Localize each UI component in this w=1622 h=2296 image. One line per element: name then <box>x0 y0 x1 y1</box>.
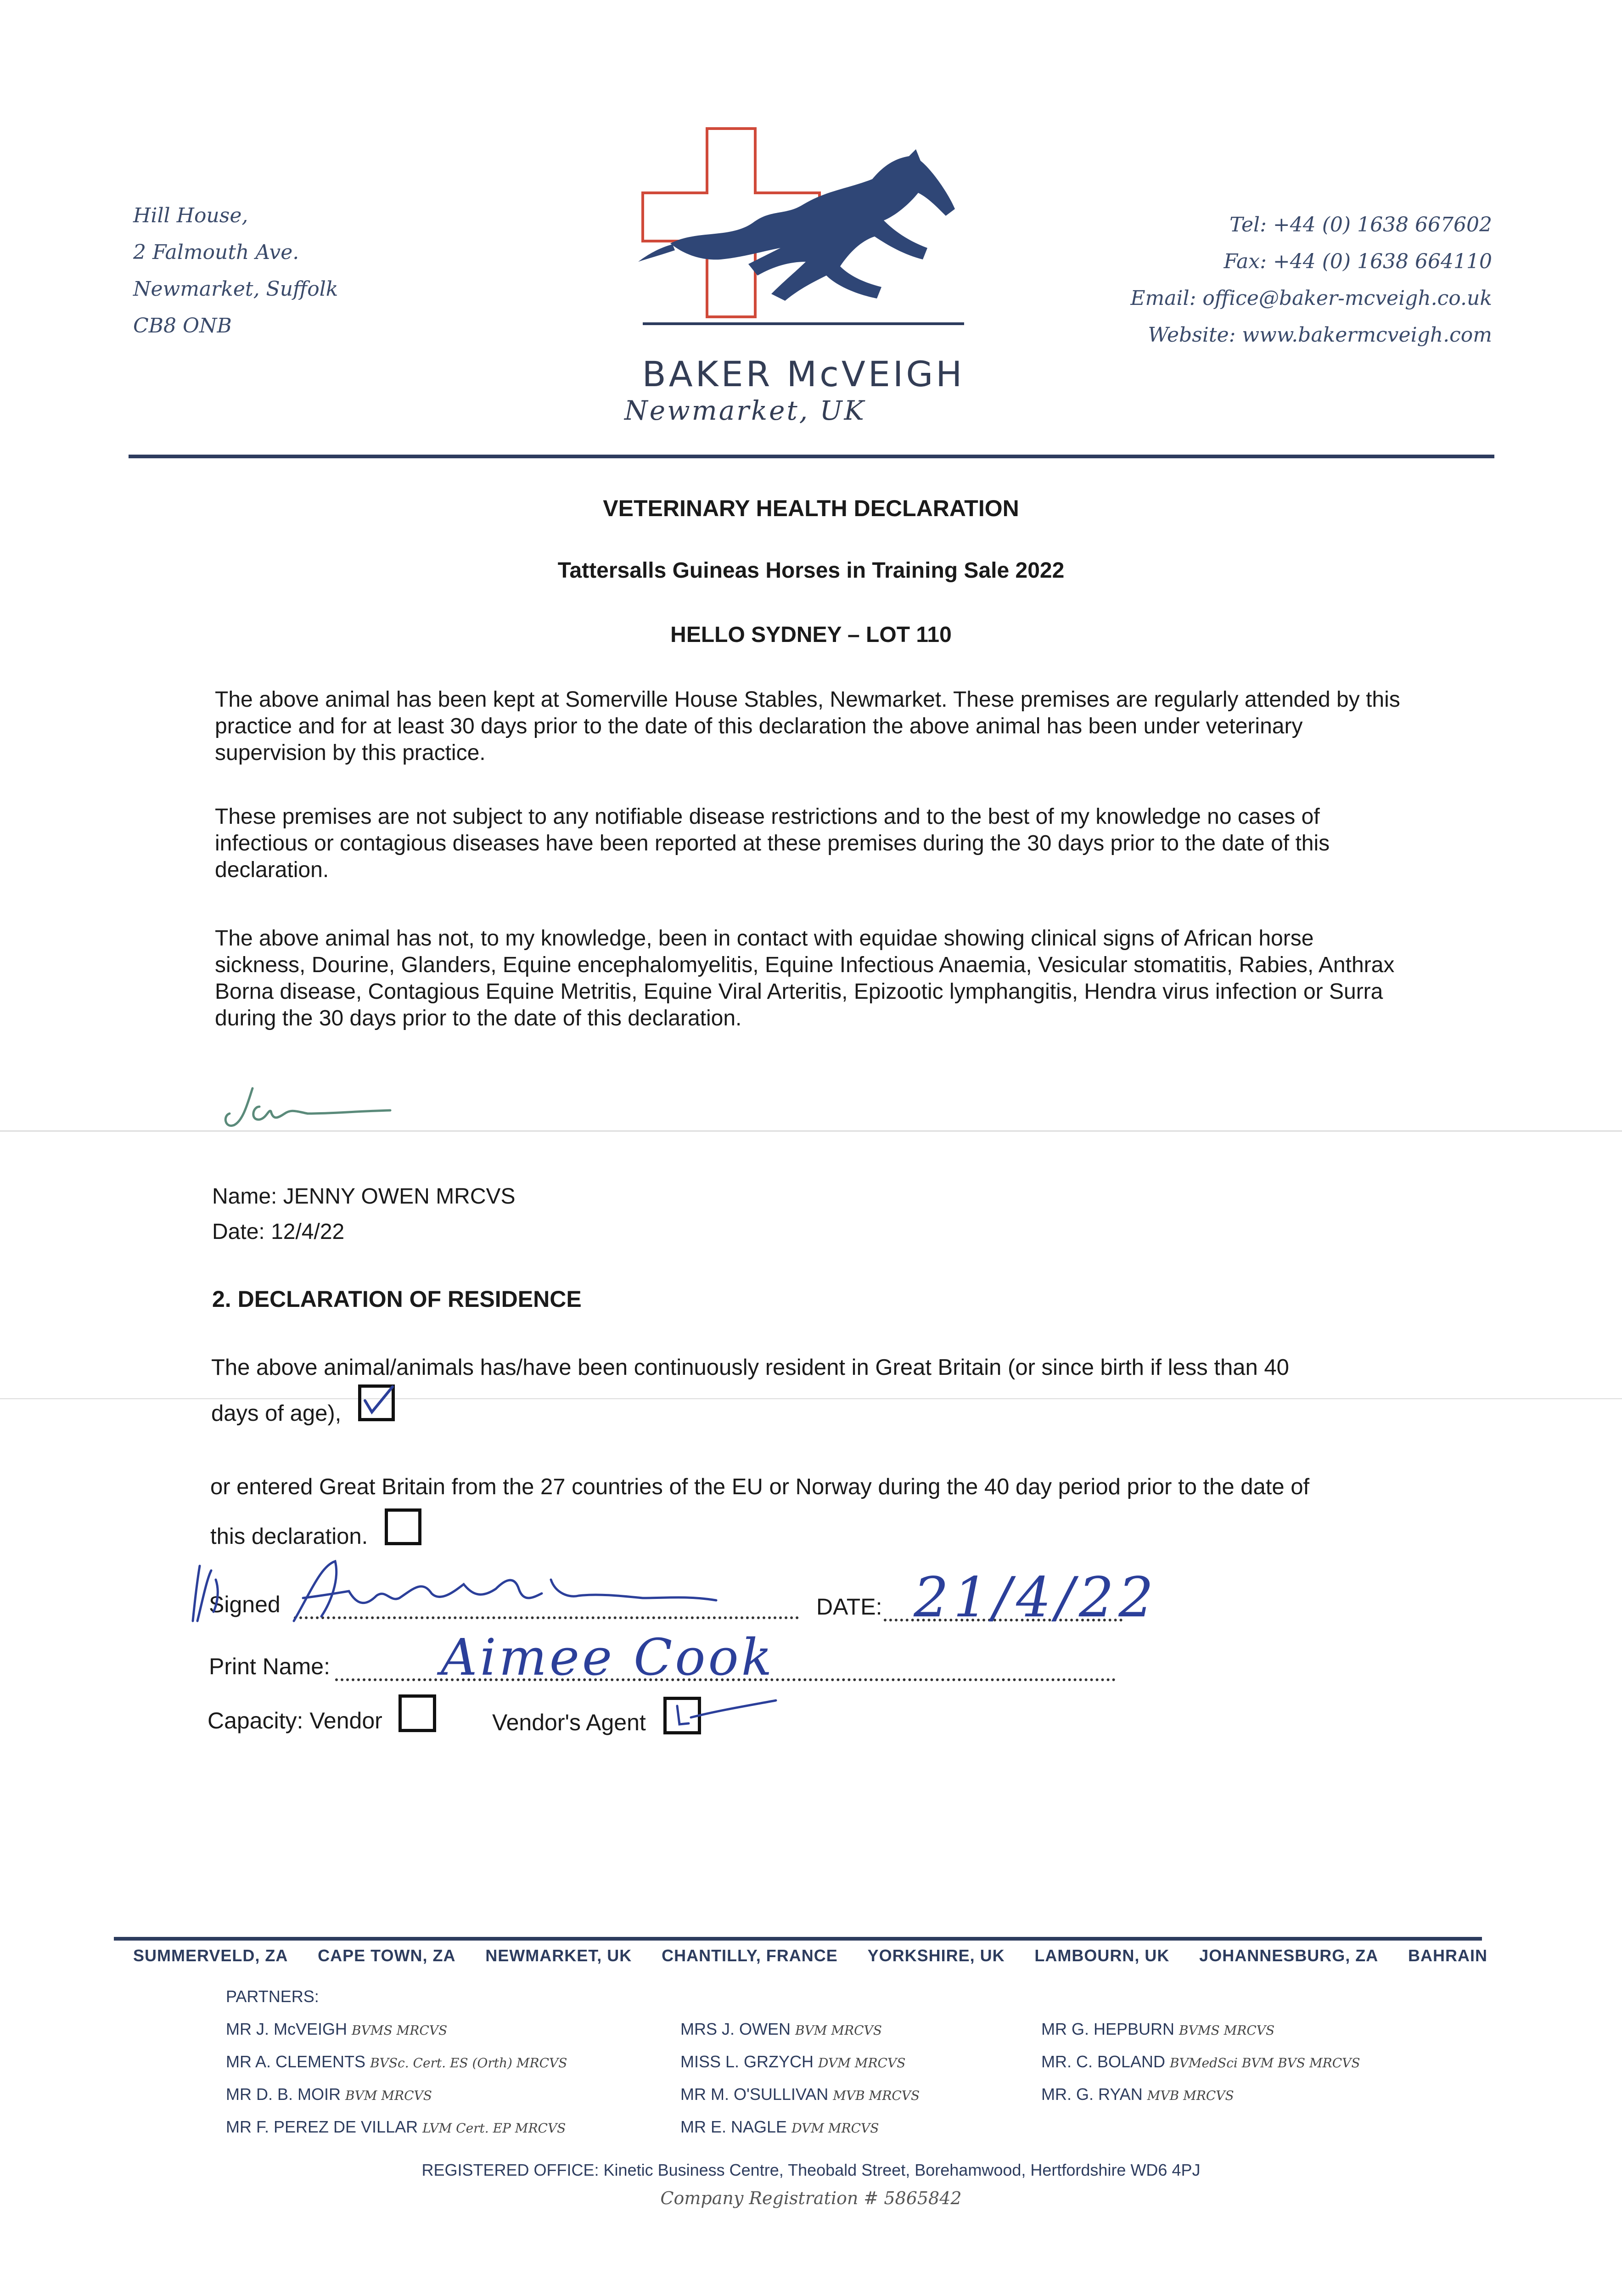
option-resident-text-cont: days of age), <box>211 1401 342 1426</box>
office-location: JOHANNESBURG, ZA <box>1199 1946 1379 1965</box>
resident-checkbox[interactable] <box>358 1384 395 1421</box>
print-name-value: Aimee Cook <box>441 1628 775 1687</box>
lot-title: HELLO SYDNEY – LOT 110 <box>670 623 952 647</box>
office-location: CAPE TOWN, ZA <box>318 1946 456 1965</box>
phone-text: Tel: +44 (0) 1638 667602 <box>1229 213 1492 236</box>
contact-details <box>1051 207 1492 354</box>
office-location: LAMBOURN, UK <box>1034 1946 1170 1965</box>
option-eu-entry-text: or entered Great Britain from the 27 countries of the EU or Norway during the 40 day period prior to the date of <box>210 1474 1310 1499</box>
address-line: CB8 ONB <box>133 314 232 338</box>
scan-line <box>0 1398 1622 1399</box>
partner-entry: MR D. B. MOIR BVM MRCVS <box>226 2085 432 2104</box>
partner-entry: MRS J. OWEN BVM MRCVS <box>680 2020 882 2038</box>
residence-heading: 2. DECLARATION OF RESIDENCE <box>212 1286 582 1312</box>
partner-entry: MISS L. GRZYCH DVM MRCVS <box>680 2052 906 2071</box>
print-name-label: Print Name: <box>209 1654 330 1679</box>
website-link[interactable]: Website: www.bakermcveigh.com <box>1148 323 1492 347</box>
signed-label: Signed <box>209 1592 281 1617</box>
date-label: DATE: <box>816 1594 882 1620</box>
fax-text: Fax: +44 (0) 1638 664110 <box>1224 250 1492 273</box>
partners-column-2 <box>680 2014 920 2144</box>
paragraph-contact-equidae: The above animal has not, to my knowledge, been in contact with equidae showing clinical signs of African horse sickness, Dourine, Glanders, Equine encephalomyelitis, Equine Infectious Anaemia, Vesicular stomatitis, Rabies, Anthrax Borna disease, Contagious Equine Metritis, Equine Viral Arteritis, Epizootic lymphangitis, Hendra virus infection or Surra during the 30 days prior to the date of this declaration. <box>215 926 1395 1030</box>
office-location: CHANTILLY, FRANCE <box>662 1946 838 1965</box>
paragraph-premises: The above animal has been kept at Somerville House Stables, Newmarket. These premises are regularly attended by this practice and for at least 30 days prior to the date of this declaration the above animal has been under veterinary supervision by this practice. <box>215 687 1400 765</box>
capacity-vendor-label: Capacity: Vendor <box>208 1708 382 1733</box>
address-line: Newmarket, Suffolk <box>133 277 338 301</box>
office-location: BAHRAIN <box>1408 1946 1487 1965</box>
vendors-agent-label: Vendor's Agent <box>492 1710 646 1735</box>
office-locations <box>133 1946 1487 1965</box>
address-line: 2 Falmouth Ave. <box>133 241 299 264</box>
vet-date: Date: 12/4/22 <box>212 1220 345 1244</box>
office-location: NEWMARKET, UK <box>485 1946 632 1965</box>
partner-entry: MR. C. BOLAND BVMedSci BVM BVS MRCVS <box>1041 2052 1360 2071</box>
handwritten-signature <box>184 1552 780 1630</box>
partners-label: PARTNERS: <box>226 1987 319 2006</box>
header-divider <box>129 455 1494 458</box>
company-registration: Company Registration # 5865842 <box>660 2188 962 2208</box>
partner-entry: MR J. McVEIGH BVMS MRCVS <box>226 2020 448 2038</box>
partner-entry: MR. G. RYAN MVB MRCVS <box>1041 2085 1234 2104</box>
practice-address <box>133 197 338 344</box>
office-location: SUMMERVELD, ZA <box>133 1946 288 1965</box>
office-location: YORKSHIRE, UK <box>867 1946 1005 1965</box>
vendors-agent-checkbox[interactable] <box>663 1697 701 1734</box>
partners-column-1 <box>226 2014 567 2144</box>
sale-title: Tattersalls Guineas Horses in Training Sale 2022 <box>557 558 1065 583</box>
signed-date-value: 21/4/22 <box>914 1566 1158 1630</box>
brand-name: BAKER McVEIGH <box>642 354 965 394</box>
option-eu-entry-text-cont: this declaration. <box>210 1524 368 1549</box>
eu-entry-checkbox[interactable] <box>385 1508 421 1545</box>
footer-divider <box>114 1937 1482 1941</box>
partner-entry: MR M. O'SULLIVAN MVB MRCVS <box>680 2085 920 2104</box>
document-title: VETERINARY HEALTH DECLARATION <box>603 495 1019 521</box>
partner-entry: MR E. NAGLE DVM MRCVS <box>680 2117 879 2136</box>
partner-entry: MR F. PEREZ DE VILLAR LVM Cert. EP MRCVS <box>226 2117 566 2136</box>
vendor-checkbox[interactable] <box>398 1694 436 1732</box>
brand-location: Newmarket, UK <box>624 395 866 426</box>
paragraph-disease-restrictions: These premises are not subject to any notifiable disease restrictions and to the best of my knowledge no cases of infectious or contagious diseases have been reported at these premises during the 30 days prior to the date of this declaration. <box>215 805 1330 882</box>
partner-entry: MR G. HEPBURN BVMS MRCVS <box>1041 2020 1275 2038</box>
vet-name: Name: JENNY OWEN MRCVS <box>212 1184 516 1209</box>
address-line: Hill House, <box>133 204 248 227</box>
horse-cross-logo-icon <box>634 124 973 331</box>
email-link[interactable]: Email: office@baker-mcveigh.co.uk <box>1130 287 1492 310</box>
partner-entry: MR A. CLEMENTS BVSc. Cert. ES (Orth) MRCVS <box>226 2052 567 2071</box>
vet-signature <box>216 1070 399 1143</box>
partners-column-3 <box>1041 2014 1360 2111</box>
option-resident-text: The above animal/animals has/have been continuously resident in Great Britain (or since birth if less than 40 <box>211 1355 1289 1380</box>
registered-office: REGISTERED OFFICE: Kinetic Business Centre, Theobald Street, Borehamwood, Hertfordshire WD6 4PJ <box>421 2161 1201 2179</box>
